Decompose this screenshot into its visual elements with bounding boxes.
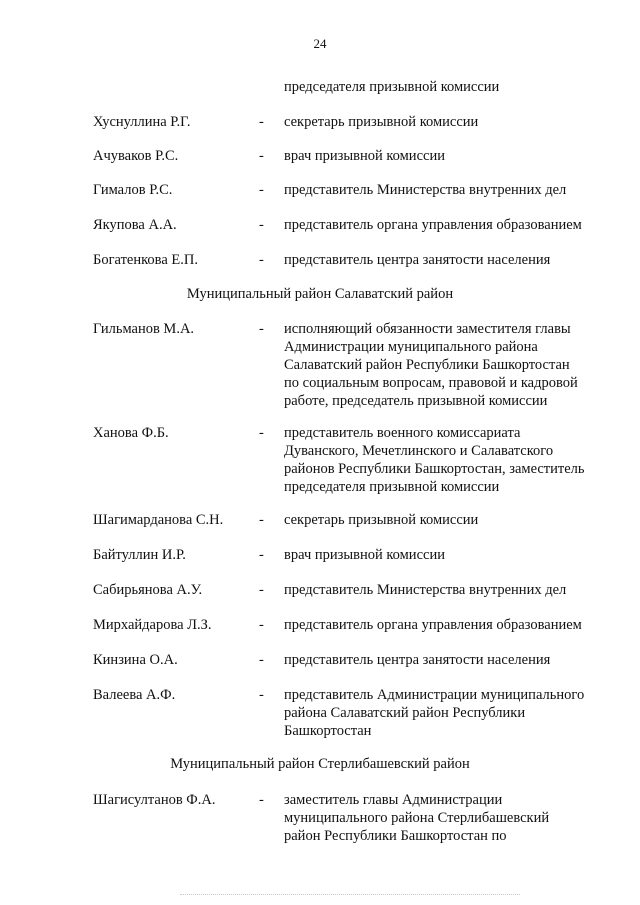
member-name: Хуснуллина Р.Г. <box>93 114 191 130</box>
member-role: представитель Министерства внутренних дел <box>284 182 567 198</box>
dash: - <box>259 547 264 563</box>
member-name: Якупова А.А. <box>93 217 177 233</box>
section-heading: Муниципальный район Салаватский район <box>186 286 454 302</box>
member-role: представитель Министерства внутренних дел <box>284 582 567 598</box>
scan-artifact <box>180 894 520 897</box>
member-role: секретарь призывной комиссии <box>284 114 479 130</box>
dash: - <box>259 217 264 233</box>
member-name: Байтуллин И.Р. <box>93 547 186 563</box>
member-name: Шагимарданова С.Н. <box>93 512 224 528</box>
member-role: врач призывной комиссии <box>284 547 445 563</box>
member-role: представитель центра занятости населения <box>284 252 551 268</box>
dash: - <box>259 512 264 528</box>
dash: - <box>259 617 264 633</box>
member-role: представитель Администрации муниципального района Салаватский район Республики Башкортостан <box>284 687 585 739</box>
member-name: Гималов Р.С. <box>93 182 173 198</box>
dash: - <box>259 792 264 808</box>
dash: - <box>259 114 264 130</box>
dash: - <box>259 148 264 164</box>
member-role: представитель органа управления образованием <box>284 617 582 633</box>
member-name: Ачуваков Р.С. <box>93 148 179 164</box>
continuation-text: председателя призывной комиссии <box>284 79 500 95</box>
member-role: исполняющий обязанности заместителя главы Администрации муниципального района Салаватский район Республики Башкортостан по социальным вопросам, правовой и кадровой работе, председатель призывной комиссии <box>284 321 578 409</box>
section-heading: Муниципальный район Стерлибашевский район <box>170 756 470 772</box>
member-role: заместитель главы Администрации муниципального района Стерлибашевский район Республики Башкортостан по <box>284 792 550 844</box>
member-name: Мирхайдарова Л.З. <box>93 617 212 633</box>
member-role: врач призывной комиссии <box>284 148 445 164</box>
dash: - <box>259 687 264 703</box>
member-name: Валеева А.Ф. <box>93 687 176 703</box>
member-role: секретарь призывной комиссии <box>284 512 479 528</box>
member-name: Сабирьянова А.У. <box>93 582 203 598</box>
member-name: Шагисултанов Ф.А. <box>93 792 216 808</box>
dash: - <box>259 252 264 268</box>
member-name: Богатенкова Е.П. <box>93 252 198 268</box>
dash: - <box>259 652 264 668</box>
dash: - <box>259 182 264 198</box>
dash: - <box>259 321 264 337</box>
member-name: Кинзина О.А. <box>93 652 178 668</box>
dash: - <box>259 582 264 598</box>
member-name: Ханова Ф.Б. <box>93 425 169 441</box>
page-number: 24 <box>313 36 327 51</box>
member-role: представитель военного комиссариата Дуванского, Мечетлинского и Салаватского районов Республики Башкортостан, заместитель председателя призывной комиссии <box>284 425 585 495</box>
member-name: Гильманов М.А. <box>93 321 195 337</box>
dash: - <box>259 425 264 441</box>
member-role: представитель органа управления образованием <box>284 217 582 233</box>
member-role: представитель центра занятости населения <box>284 652 551 668</box>
